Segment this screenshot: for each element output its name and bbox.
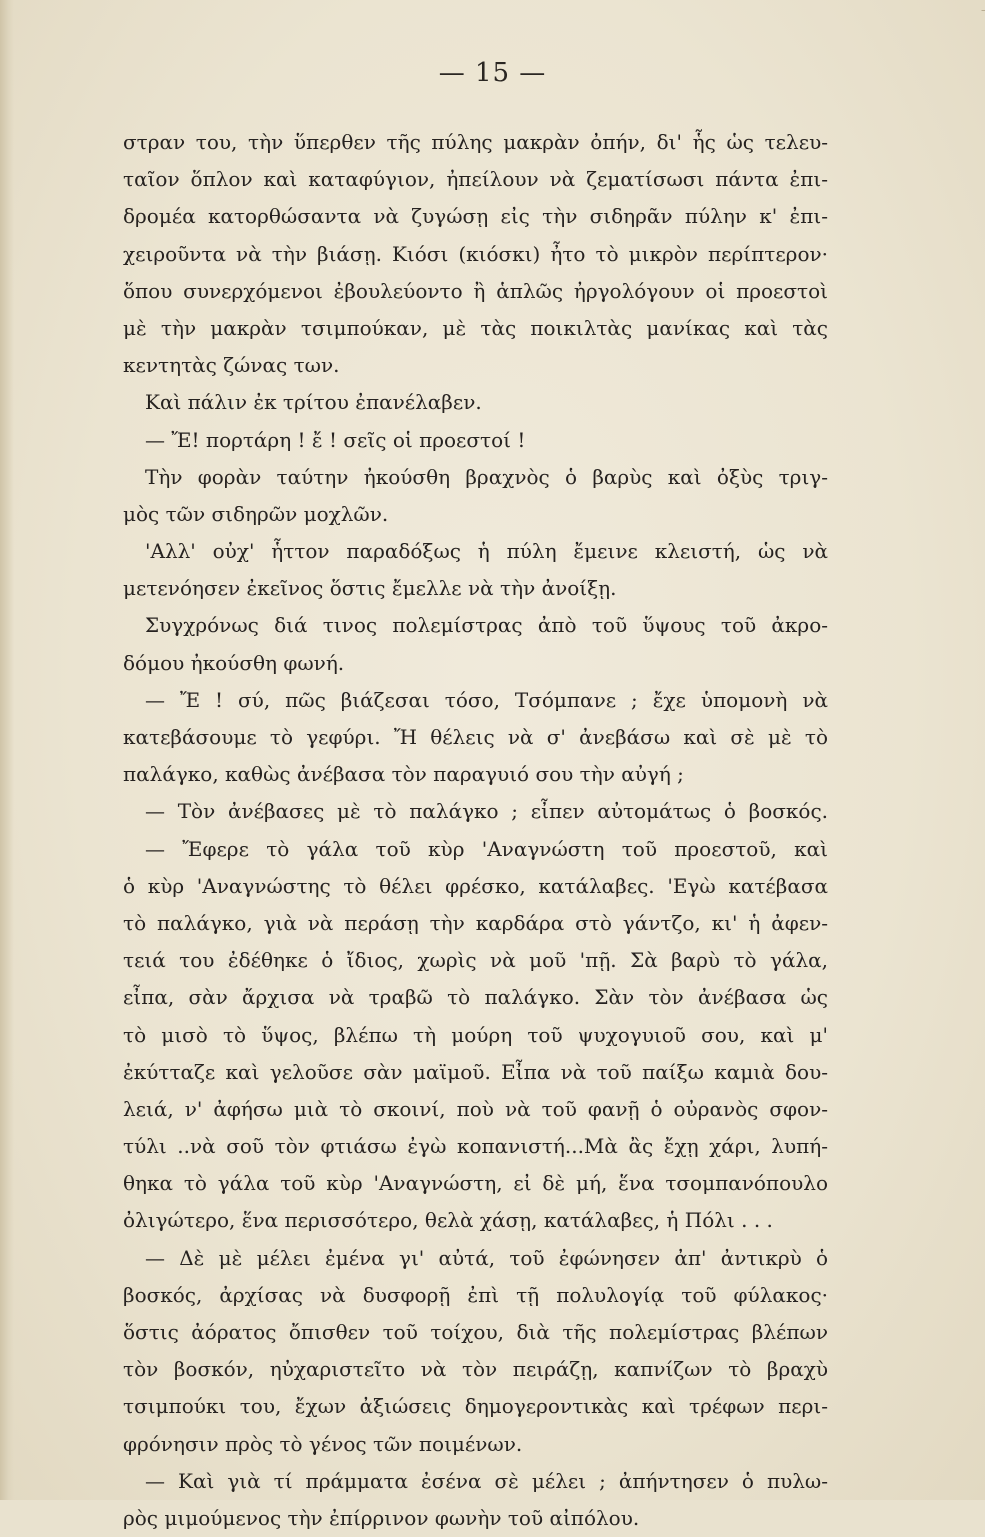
text-line: φρόνησιν πρὸς τὸ γένος τῶν ποιμένων. bbox=[123, 1431, 523, 1456]
text-line: Καὶ πάλιν ἐκ τρίτου ἐπανέλαβεν. bbox=[145, 390, 482, 415]
text-line: — Ἔφερε τὸ γάλα τοῦ κὺρ 'Αναγνώστη τοῦ προεστοῦ, καὶ bbox=[145, 836, 828, 861]
text-line: ἐκύτταζε καὶ γελοῦσε σὰν μαϊμοῦ. Εἶπα νὰ τοῦ παίξω καμιὰ δου- bbox=[123, 1059, 828, 1084]
body-text bbox=[123, 124, 828, 1537]
text-line: βοσκός, ἀρχίσας νὰ δυσφορῇ ἐπὶ τῇ πολυλογίᾳ τοῦ φύλακος· bbox=[123, 1282, 828, 1307]
text-line: μὸς τῶν σιδηρῶν μοχλῶν. bbox=[123, 501, 389, 526]
text-line: λειά, ν' ἀφήσω μιὰ τὸ σκοινί, ποὺ νὰ τοῦ φανῇ ὁ οὐρανὸς σφον- bbox=[123, 1096, 828, 1121]
text-line: Συγχρόνως διά τινος πολεμίστρας ἀπὸ τοῦ ὕψους τοῦ ἀκρο- bbox=[145, 613, 828, 638]
text-line: δρομέα κατορθώσαντα νὰ ζυγώσῃ εἰς τὴν σιδηρᾶν πύλην κ' ἐπι- bbox=[123, 204, 828, 229]
text-line: ρὸς μιμούμενος τὴν ἐπίρρινον φωνὴν τοῦ αἰπόλου. bbox=[123, 1505, 640, 1530]
page-number: — 15 — bbox=[438, 58, 547, 88]
text-line: ὁ κὺρ 'Αναγνώστης τὸ θέλει φρέσκο, κατάλαβες. 'Εγὼ κατέβασα bbox=[123, 873, 828, 898]
text-line: τσιμπούκι του, ἔχων ἀξιώσεις δημογεροντικὰς καὶ τρέφων περι- bbox=[123, 1394, 828, 1419]
text-line: μετενόησεν ἐκεῖνος ὅστις ἔμελλε νὰ τὴν ἀνοίξῃ. bbox=[123, 576, 617, 601]
text-line: ὀλιγώτερο, ἕνα περισσότερο, θελὰ χάσῃ, κατάλαβες, ἡ Πόλι . . . bbox=[123, 1208, 773, 1233]
text-line: τὸ μισὸ τὸ ὕψος, βλέπω τὴ μούρη τοῦ ψυχογυιοῦ σου, καὶ μ' bbox=[123, 1022, 828, 1047]
text-line: τὸ παλάγκο, γιὰ νὰ περάσῃ τὴν καρδάρα στὸ γάντζο, κι' ἡ ἀφεν- bbox=[123, 910, 828, 935]
text-line: μὲ τὴν μακρὰν τσιμπούκαν, μὲ τὰς ποικιλτὰς μανίκας καὶ τὰς bbox=[123, 315, 828, 340]
text-line: — Τὸν ἀνέβασες μὲ τὸ παλάγκο ; εἶπεν αὐτομάτως ὁ βοσκός. bbox=[145, 799, 828, 824]
text-line: δόμου ἠκούσθη φωνή. bbox=[123, 650, 345, 675]
text-line: στραν του, τὴν ὕπερθεν τῆς πύλης μακρὰν ὀπήν, δι' ἧς ὡς τελευ- bbox=[123, 130, 828, 154]
text-line: τύλι ..νὰ σοῦ τὸν φτιάσω ἐγὼ κοπανιστή...Μὰ ἂς ἔχῃ χάρι, λυπή- bbox=[123, 1134, 828, 1159]
text-line: ὅστις ἀόρατος ὄπισθεν τοῦ τοίχου, διὰ τῆς πολεμίστρας βλέπων bbox=[123, 1320, 828, 1344]
text-line: 'Αλλ' οὐχ' ἧττον παραδόξως ἡ πύλη ἔμεινε κλειστή, ὡς νὰ bbox=[145, 539, 828, 564]
text-line: τειά του ἐδέθηκε ὁ ἴδιος, χωρὶς νὰ μοῦ 'πῇ. Σὰ βαρὺ τὸ γάλα, bbox=[123, 948, 828, 973]
text-line: τὸν βοσκόν, ηὐχαριστεῖτο νὰ τὸν πειράζῃ, καπνίζων τὸ βραχὺ bbox=[123, 1357, 828, 1382]
text-line: κατεβάσουμε τὸ γεφύρι. Ἤ θέλεις νὰ σ' ἀνεβάσω καὶ σὲ μὲ τὸ bbox=[123, 725, 828, 749]
text-line: χειροῦντα νὰ τὴν βιάσῃ. Κιόσι (κιόσκι) ἦτο τὸ μικρὸν περίπτερον· bbox=[123, 241, 828, 266]
text-line: ταῖον ὅπλον καὶ καταφύγιον, ἠπείλουν νὰ ζεματίσωσι πάντα ἐπι- bbox=[123, 167, 828, 192]
text-line: — Ἔ ! σύ, πῶς βιάζεσαι τόσο, Τσόμπανε ; ἔχε ὑπομονὴ νὰ bbox=[145, 687, 828, 712]
text-line: θηκα τὸ γάλα τοῦ κὺρ 'Αναγνώστη, εἰ δὲ μή, ἕνα τσομπανόπουλο bbox=[123, 1171, 828, 1196]
text-line: εἶπα, σὰν ἄρχισα νὰ τραβῶ τὸ παλάγκο. Σὰν τὸν ἀνέβασα ὡς bbox=[123, 985, 828, 1010]
text-line: κεντητὰς ζώνας των. bbox=[123, 353, 340, 378]
text-line: Τὴν φορὰν ταύτην ἠκούσθη βραχνὸς ὁ βαρὺς καὶ ὀξὺς τριγ- bbox=[145, 464, 828, 489]
text-line: — Ἔ! πορτάρη ! ἔ ! σεῖς οἱ προεστοί ! bbox=[145, 427, 526, 452]
text-line: παλάγκο, καθὼς ἀνέβασα τὸν παραγυιό σου τὴν αὐγή ; bbox=[123, 762, 684, 787]
text-line: — Καὶ γιὰ τί πράμματα ἐσένα σὲ μέλει ; ἀπήντησεν ὁ πυλω- bbox=[145, 1468, 828, 1493]
page-spine-shadow bbox=[0, 0, 14, 1500]
page-corner-mark bbox=[971, 0, 985, 11]
text-line: ὅπου συνερχόμενοι ἐβουλεύοντο ἢ ἁπλῶς ἠργολόγουν οἱ προεστοὶ bbox=[123, 278, 828, 303]
text-line: — Δὲ μὲ μέλει ἐμένα γι' αὐτά, τοῦ ἐφώνησεν ἀπ' ἀντικρὺ ὁ bbox=[145, 1245, 828, 1270]
